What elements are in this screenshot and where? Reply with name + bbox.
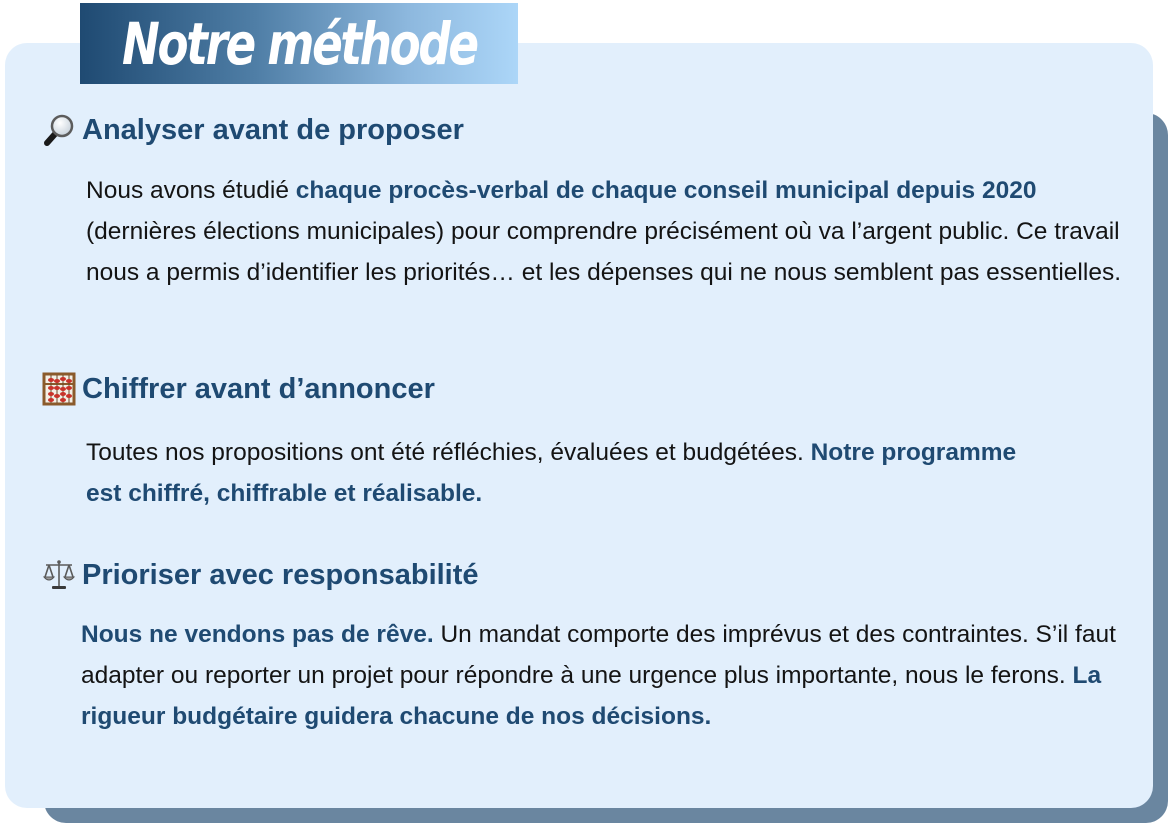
magnifying-glass-icon [42, 113, 76, 147]
text-run: Un mandat comporte des imprévus et des contraintes. S’il faut adapter ou reporter un projet pour répondre à une urgence plus importante, nous le ferons. [81, 621, 1116, 689]
section-text [86, 170, 1136, 293]
highlight-text: chaque procès-verbal de chaque conseil municipal depuis 2020 [295, 177, 1037, 204]
section-heading [42, 113, 464, 147]
section-title: Prioriser avec responsabilité [82, 558, 479, 591]
highlight-text: Nous ne vendons pas de rêve. [81, 621, 434, 648]
highlight-text: Notre programme est chiffré, chiffrable et réalisable. [86, 439, 1017, 507]
highlight-text: La rigueur budgétaire guidera chacune de nos décisions. [81, 662, 1102, 730]
balance-scale-icon [42, 558, 76, 592]
text-run: Nous avons étudié [86, 177, 296, 204]
abacus-icon [42, 372, 76, 406]
section-title: Analyser avant de proposer [82, 113, 464, 146]
section-title: Chiffrer avant d’annoncer [82, 372, 435, 405]
section-text [81, 614, 1121, 737]
section-heading [42, 558, 479, 592]
section-text [86, 432, 1046, 514]
page-title: Notre méthode [121, 9, 477, 78]
section-heading [42, 372, 435, 406]
text-run: Toutes nos propositions ont été réfléchies, évaluées et budgétées. [86, 439, 811, 466]
text-run: (dernières élections municipales) pour comprendre précisément où va l’argent public. Ce travail nous a permis d’identifier les priorités… et les dépenses qui ne nous semblent pas essentielles. [86, 218, 1122, 286]
title-banner [80, 3, 518, 84]
